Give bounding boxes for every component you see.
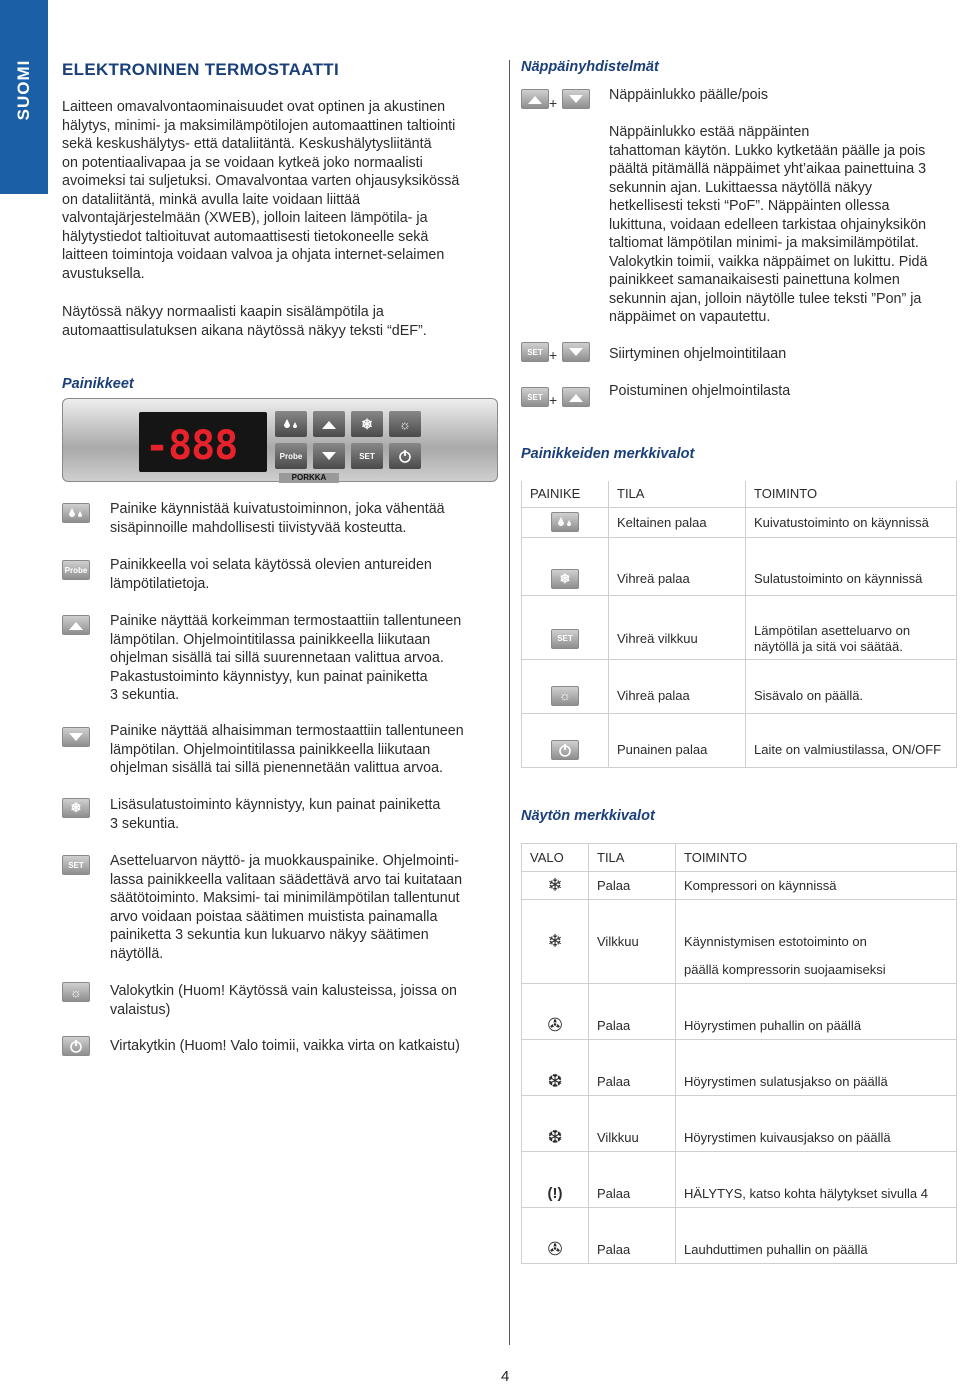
snowflake-icon: ❄	[361, 415, 373, 432]
combo-title-2: Siirtyminen ohjelmointitilaan	[609, 346, 787, 362]
up-arrow-icon	[321, 418, 337, 430]
display-leds-table	[521, 843, 957, 1264]
defrost-drop-icon	[62, 503, 90, 523]
button-desc-5: Lisäsulatustoiminto käynnistyy, kun painat painiketta 3 sekuntia.	[110, 797, 441, 832]
probe-icon: Probe	[62, 560, 90, 580]
up-arrow-icon	[62, 615, 90, 635]
state-cell: Palaa	[589, 872, 676, 900]
down-arrow-icon	[62, 727, 90, 747]
column-divider	[509, 60, 510, 1345]
table-row	[522, 1124, 957, 1152]
table-row	[522, 619, 957, 659]
table-header-row	[522, 844, 957, 872]
button-desc-3: Painike näyttää korkeimman termostaattiin tallentuneen lämpötilan. Ohjelmointitilassa painikkeella liikutaan ohjelman sisällä tai sillä suurennetaan valittua arvoa. Pakastustoiminto käynnistyy, kun painat painiketta 3 sekuntia.	[110, 613, 462, 703]
state-cell: Palaa	[589, 1012, 676, 1040]
table-row	[522, 563, 957, 595]
defrost-icon: ❆	[522, 1124, 589, 1152]
header-cell: VALO	[522, 844, 589, 872]
plus-sign: +	[549, 95, 558, 111]
action-cell: Höyrystimen sulatusjakso on päällä	[676, 1068, 957, 1096]
table-row	[522, 1068, 957, 1096]
table-spacer	[522, 984, 957, 1012]
combo-title-1: Näppäinlukko päälle/pois	[609, 87, 768, 103]
language-tab	[0, 0, 48, 194]
button-desc-7: Valokytkin (Huom! Käytössä vain kalusteissa, joissa on valaistus)	[110, 983, 457, 1018]
up-arrow-icon	[521, 89, 549, 109]
down-arrow-icon	[321, 450, 337, 462]
display-digits: -888	[145, 423, 238, 469]
panel-probe-button[interactable]: Probe	[275, 443, 307, 469]
button-desc-2: Painikkeella voi selata käytössä olevien antureiden lämpötilatietoja.	[110, 557, 432, 592]
table-row	[522, 1180, 957, 1208]
table-spacer	[522, 1208, 957, 1236]
state-cell: Palaa	[589, 1180, 676, 1208]
state-cell: Vilkkuu	[589, 1124, 676, 1152]
action-cell-cont: päällä kompressorin suojaamiseksi	[676, 956, 957, 984]
button-desc-8: Virtakytkin (Huom! Valo toimii, vaikka virta on katkaistu)	[110, 1038, 460, 1054]
panel-up-button[interactable]	[313, 411, 345, 437]
fan-icon: ✇	[522, 1012, 589, 1040]
state-cell: Keltainen palaa	[609, 507, 746, 537]
alarm-icon: (!)	[522, 1180, 589, 1208]
action-cell: Kompressori on käynnissä	[676, 872, 957, 900]
table-spacer	[522, 595, 957, 619]
snowflake-icon: ❄	[551, 569, 579, 589]
table-spacer	[522, 1096, 957, 1124]
panel-down-button[interactable]	[313, 443, 345, 469]
leds-heading: Painikkeiden merkkivalot	[521, 446, 695, 462]
up-arrow-icon	[562, 387, 590, 407]
power-icon	[551, 740, 579, 760]
table-row	[522, 872, 957, 900]
header-cell: TOIMINTO	[746, 481, 957, 507]
condenser-fan-icon: ✇	[522, 1236, 589, 1264]
table-row	[522, 733, 957, 767]
state-cell: Punainen palaa	[609, 733, 746, 767]
buttons-heading: Painikkeet	[62, 376, 134, 392]
compressor-icon: ❄	[522, 928, 589, 956]
power-icon	[398, 449, 412, 463]
brand-label: PORKKA	[279, 473, 339, 483]
state-cell: Vihreä vilkkuu	[609, 619, 746, 659]
intro-paragraph: Laitteen omavalvontaominaisuudet ovat optinen ja akustinen hälytys, minimi- ja maksimilämpötilojen automaattinen taltiointi sekä keskushälytys- että dataliitäntä. Keskushälytysliitäntä on potentiaalivapaa ja se voidaan kytkeä joko normaalisti avoimeksi tai suljetuksi. Omavalvontaa varten ohjausyksikössä on dataliitäntä, minkä avulla laite voidaan liittää valvontajärjestelmään (XWEB), jolloin laiteen lämpötila- ja hälytystiedot taltioituvat automaattisesti tietokoneelle sekä laitteen toimintoja voidaan valvoa ja ohjata internet-selaimen avustuksella.	[62, 99, 460, 282]
snowflake-icon: ❄	[62, 798, 90, 818]
panel-snowflake-button[interactable]	[351, 411, 383, 437]
combo-title-3: Poistuminen ohjelmointilasta	[609, 383, 791, 399]
combo-desc-1: Näppäinlukko estää näppäinten tahattoman käytön. Lukko kytketään päälle ja pois päältä pitämällä näppäimet yht’aikaa painettuina 3 sekunnin ajan. Lukittaessa näytöllä näkyy hetkellisesti teksti “PoF”. Näppäinten ollessa lukittuna, voidaan edelleen tarkistaa ohjainyksikön taltiomat lämpötilan minimi- ja maksimilämpötilat. Valokytkin toimii, vaikka näppäimet on lukittu. Pidä painikkeet samanaikaisesti painettuna kolmen sekunnin ajan, jolloin näytölle tulee teksti ”Pon” ja näppäimet on vapautettu.	[609, 124, 928, 325]
table-row	[522, 507, 957, 537]
power-icon	[62, 1036, 90, 1056]
set-icon: SET	[62, 855, 90, 875]
light-icon: ☼	[551, 686, 579, 706]
panel-light-button[interactable]	[389, 411, 421, 437]
intro-paragraph-2: Näytössä näkyy normaalisti kaapin sisälämpötila ja automaattisulatuksen aikana näytössä näkyy teksti “dEF”.	[62, 304, 427, 339]
table-header-row	[522, 481, 957, 507]
set-icon: SET	[521, 342, 549, 362]
button-desc-4: Painike näyttää alhaisimman termostaattiin tallentuneen lämpötilan. Ohjelmointitilassa painikkeella liikutaan ohjelman sisällä tai sillä pienennetään valittua arvoa.	[110, 723, 464, 776]
action-cell: Höyrystimen puhallin on päällä	[676, 1012, 957, 1040]
set-icon: SET	[551, 629, 579, 649]
header-cell: PAINIKE	[522, 481, 609, 507]
compressor-icon: ❄	[522, 872, 589, 900]
table-spacer	[522, 1040, 957, 1068]
action-cell: Sulatustoiminto on käynnissä	[746, 563, 957, 595]
action-cell: HÄLYTYS, katso kohta hälytykset sivulla 4	[676, 1180, 957, 1208]
panel-defrost-button[interactable]	[275, 411, 307, 437]
table-row	[522, 679, 957, 713]
light-icon: ☼	[399, 416, 411, 432]
button-desc-1: Painike käynnistää kuivatustoiminnon, joka vähentää sisäpinnoille mahdollisesti tiivistyvää kosteutta.	[110, 501, 445, 536]
action-cell: Käynnistymisen estotoiminto on	[676, 928, 957, 956]
page-number: 4	[501, 1368, 510, 1385]
panel-power-button[interactable]	[389, 443, 421, 469]
header-cell: TILA	[589, 844, 676, 872]
button-desc-6: Asetteluarvon näyttö- ja muokkauspainike. Ohjelmointi- lassa painikkeella valitaan säädettävä arvo tai kuitataan säätötoiminto. Maksimi- tai minimilämpötilan tallentunut arvo voidaan poistaa säätimen muistista painamalla painiketta 3 sekuntia kun lukuarvo näkyy säätimen näytöllä.	[110, 853, 463, 962]
action-cell: Lauhduttimen puhallin on päällä	[676, 1236, 957, 1264]
table-spacer	[522, 900, 957, 928]
defrost-drop-icon	[551, 512, 579, 532]
action-cell: Höyrystimen kuivausjakso on päällä	[676, 1124, 957, 1152]
plus-sign: +	[549, 392, 558, 408]
language-tab-label: SUOMI	[14, 59, 33, 121]
action-cell: Kuivatustoiminto on käynnissä	[746, 507, 957, 537]
table-spacer	[522, 537, 957, 563]
defrost-drop-icon	[282, 417, 300, 431]
down-arrow-icon	[562, 89, 590, 109]
table-row	[522, 928, 957, 956]
table-row	[522, 1012, 957, 1040]
controller-panel	[62, 398, 498, 482]
page-title: ELEKTRONINEN TERMOSTAATTI	[62, 60, 339, 79]
state-cell: Vilkkuu	[589, 928, 676, 956]
light-icon: ☼	[62, 982, 90, 1002]
header-cell: TOIMINTO	[676, 844, 957, 872]
down-arrow-icon	[562, 342, 590, 362]
table-spacer	[522, 713, 957, 733]
state-cell: Palaa	[589, 1068, 676, 1096]
panel-set-button[interactable]: SET	[351, 443, 383, 469]
table-spacer	[522, 659, 957, 679]
table-spacer	[522, 1152, 957, 1180]
table-row-cont	[522, 956, 957, 984]
table-row	[522, 1236, 957, 1264]
set-icon: SET	[521, 387, 549, 407]
state-cell: Vihreä palaa	[609, 679, 746, 713]
action-cell: Lämpötilan asetteluarvo on näytöllä ja sitä voi säätää.	[746, 619, 957, 659]
state-cell: Vihreä palaa	[609, 563, 746, 595]
defrost-icon: ❆	[522, 1068, 589, 1096]
plus-sign: +	[549, 347, 558, 363]
action-cell: Sisävalo on päällä.	[746, 679, 957, 713]
action-cell: Laite on valmiustilassa, ON/OFF	[746, 733, 957, 767]
state-cell: Palaa	[589, 1236, 676, 1264]
display-leds-heading: Näytön merkkivalot	[521, 808, 655, 824]
combos-heading: Näppäinyhdistelmät	[521, 59, 659, 75]
leds-table	[521, 481, 957, 768]
header-cell: TILA	[609, 481, 746, 507]
